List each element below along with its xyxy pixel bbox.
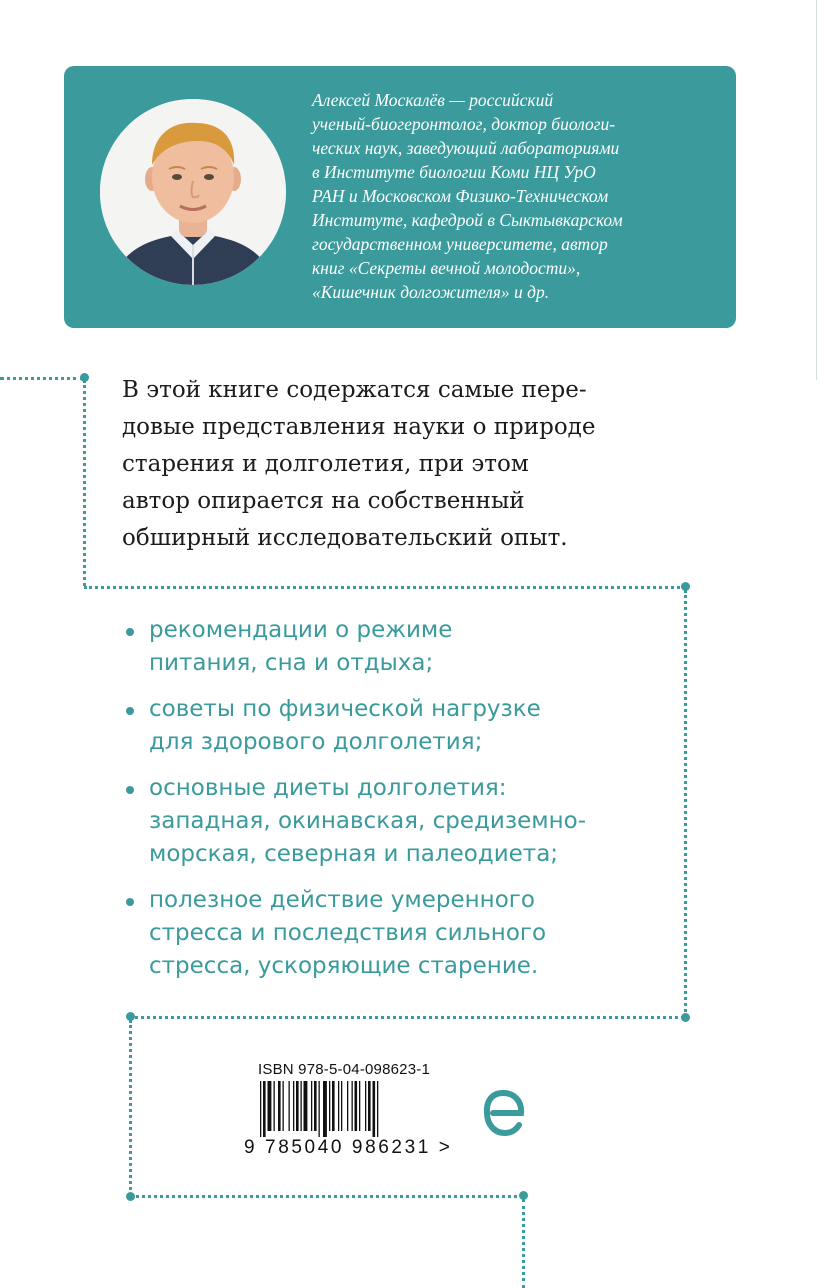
list-item-line: рекомендации о режиме [149,617,453,643]
barcode-bar [365,1081,366,1131]
eksmo-logo-icon [480,1088,526,1138]
intro-line: довые представления науки о природе [122,414,596,440]
barcode-bar [359,1081,360,1131]
barcode-bar [268,1081,272,1131]
author-photo [100,99,286,285]
barcode-bar [355,1081,358,1131]
barcode-bar [368,1081,371,1131]
list-item-line: основные диеты долголетия: [149,775,507,801]
barcode-digits: 9 785040 986231 > [244,1137,453,1158]
barcode-bar [341,1081,342,1131]
barcode-bar [352,1081,353,1131]
barcode-bar [301,1081,302,1131]
bio-line: «Кишечник долгожителя» и др. [312,282,550,302]
list-item [126,693,686,759]
frame-dash-lower [130,1016,684,1019]
list-item-line: для здорового долголетия; [149,729,483,755]
list-item-line: западная, окинавская, средиземно- [149,808,587,834]
bio-line: книг «Секреты вечной молодости», [312,258,581,278]
barcode-bar [260,1081,261,1137]
frame-dash-bottom [130,1195,523,1198]
barcode-bar [332,1081,335,1131]
frame-dash-middle [84,586,686,589]
intro-paragraph [122,372,692,557]
intro-line: В этой книге содержатся самые пере- [122,377,587,403]
bullet-dot-icon [126,628,134,636]
barcode-bar [319,1081,320,1137]
list-item [126,614,686,680]
barcode-bar [311,1081,312,1131]
barcode-bar [289,1081,290,1131]
bio-line: ученый-биогеронтолог, доктор биологи- [312,114,616,134]
frame-dash-isbn-left [129,1020,132,1196]
list-item [126,884,686,983]
bullet-dot-icon [126,898,134,906]
barcode-bar [304,1081,308,1131]
author-panel [64,66,736,328]
barcode-bar [373,1081,376,1137]
bio-line: Алексей Москалёв — российский [312,90,554,110]
feature-list [126,614,686,996]
list-item-line: стресса, ускоряющие старение. [149,953,539,979]
barcode-bar [278,1081,281,1131]
bio-line: в Институте биологии Коми НЦ УрО [312,162,596,182]
intro-line: старения и долголетия, при этом [122,451,529,477]
page-edge-line [816,0,817,380]
bio-line: РАН и Московском Физико-Техническом [312,186,609,206]
frame-dash-left [83,380,86,586]
list-item-line: питания, сна и отдыха; [149,650,434,676]
bullet-dot-icon [126,786,134,794]
bio-line: Институте, кафедрой в Сыктывкарском [312,210,623,230]
barcode-bar [283,1081,284,1131]
barcode-bar [274,1081,275,1131]
intro-line: обширный исследовательский опыт. [122,525,568,551]
author-bio [312,88,732,304]
bio-line: государственном университете, автор [312,234,608,254]
barcode-bar [329,1081,330,1131]
barcode-bar [293,1081,294,1131]
bullet-dot-icon [126,707,134,715]
list-item-line: стресса и последствия сильного [149,920,547,946]
barcode-bar [377,1081,378,1137]
frame-dash-top [0,377,84,380]
list-item [126,772,686,871]
barcode-bar [323,1081,327,1137]
intro-line: автор опирается на собственный [122,488,525,514]
barcode-bar [314,1081,317,1131]
list-item-line: полезное действие умеренного [149,887,535,913]
barcode-image [258,1081,418,1137]
list-item-line: морская, северная и палеодиета; [149,841,559,867]
bio-line: ческих наук, заведующий лабораториями [312,138,620,158]
barcode-bar [347,1081,348,1131]
barcode-bar [263,1081,266,1137]
isbn-label: ISBN 978-5-04-098623-1 [258,1061,431,1078]
barcode-bar [338,1081,339,1131]
barcode-bar [296,1081,299,1131]
frame-dash-tail [522,1199,525,1288]
author-portrait-image [100,99,286,285]
list-item-line: советы по физической нагрузке [149,696,541,722]
